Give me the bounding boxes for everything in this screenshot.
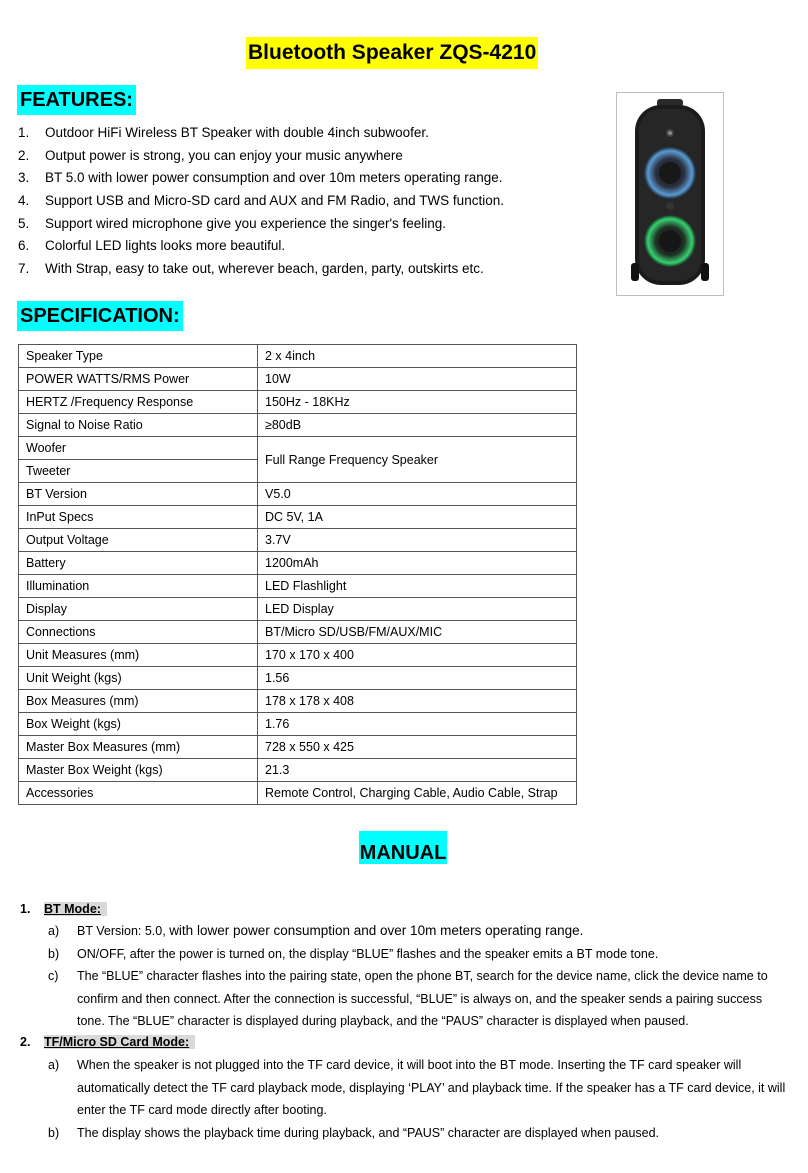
manual-heading-bt-mode: 1. BT Mode: [20,902,107,916]
table-row: POWER WATTS/RMS Power 10W [19,368,577,391]
speaker-product-image [616,92,724,296]
table-row: InPut Specs DC 5V, 1A [19,506,577,529]
table-row: Output Voltage 3.7V [19,529,577,552]
table-row: HERTZ /Frequency Response 150Hz - 18KHz [19,391,577,414]
table-row: Signal to Noise Ratio ≥80dB [19,414,577,437]
table-row: Battery 1200mAh [19,552,577,575]
features-heading: FEATURES: [17,85,136,115]
table-row: Illumination LED Flashlight [19,575,577,598]
features-list [18,122,504,281]
list-item: a) When the speaker is not plugged into the TF card device, it will boot into the BT mode. Inserting the TF card speaker will automatically detect the TF card playback mode, displaying ‘PLAY’ and playback time. If the speaker has a TF card device, it will enter the TF card mode directly after booting. [48,1058,786,1118]
list-item: a) BT Version: 5.0, with lower power consumption and over 10m meters operating range. [48,923,584,938]
table-row: Connections BT/Micro SD/USB/FM/AUX/MIC [19,621,577,644]
manual-heading-tf-mode: 2. TF/Micro SD Card Mode: [20,1035,195,1049]
list-item: 5. Support wired microphone give you experience the singer's feeling. [18,215,447,231]
list-item: 1. Outdoor HiFi Wireless BT Speaker with double 4inch subwoofer. [18,125,429,140]
specification-table [18,344,577,805]
list-item: b) The display shows the playback time during playback, and “PAUS” character are displayed when paused. [48,1126,660,1140]
table-row: Unit Measures (mm) 170 x 170 x 400 [19,644,577,667]
list-item: c) The “BLUE” character flashes into the pairing state, open the phone BT, search for the device name, click the device name to confirm and then connect. After the connection is successful, “BLUE” is always on, and the speaker sends a pairing success tone. The “BLUE” character is displayed during playback, and the “PAUS” character is displayed when paused. [48,969,768,1029]
list-item: 3. BT 5.0 with lower power consumption and over 10m meters operating range. [18,170,503,186]
table-row: Tweeter [19,460,577,483]
table-row: Unit Weight (kgs) 1.56 [19,667,577,690]
table-row: Box Weight (kgs) 1.76 [19,713,577,736]
table-row: Speaker Type 2 x 4inch [19,345,577,368]
list-item: b) ON/OFF, after the power is turned on, the display “BLUE” flashes and the speaker emits a BT mode tone. [48,947,659,961]
list-item: 2. Output power is strong, you can enjoy your music anywhere [18,147,403,163]
list-item: 6. Colorful LED lights looks more beautiful. [18,238,286,254]
table-row: Display LED Display [19,598,577,621]
table-row: Master Box Measures (mm) 728 x 550 x 425 [19,736,577,759]
specification-heading: SPECIFICATION: [17,301,183,331]
list-item: 4. Support USB and Micro-SD card and AUX and FM Radio, and TWS function. [18,193,504,209]
speaker-icon [617,93,723,295]
table-row: Accessories Remote Control, Charging Cable, Audio Cable, Strap [19,782,577,805]
manual-heading: MANUAL [359,831,447,864]
list-item: 7. With Strap, easy to take out, wherever beach, garden, party, outskirts etc. [18,261,484,277]
table-row: Box Measures (mm) 178 x 178 x 408 [19,690,577,713]
document-title: Bluetooth Speaker ZQS-4210 [246,37,538,69]
table-row: BT Version V5.0 [19,483,577,506]
table-row: Master Box Weight (kgs) 21.3 [19,759,577,782]
table-row: Woofer Full Range Frequency Speaker [19,437,577,460]
